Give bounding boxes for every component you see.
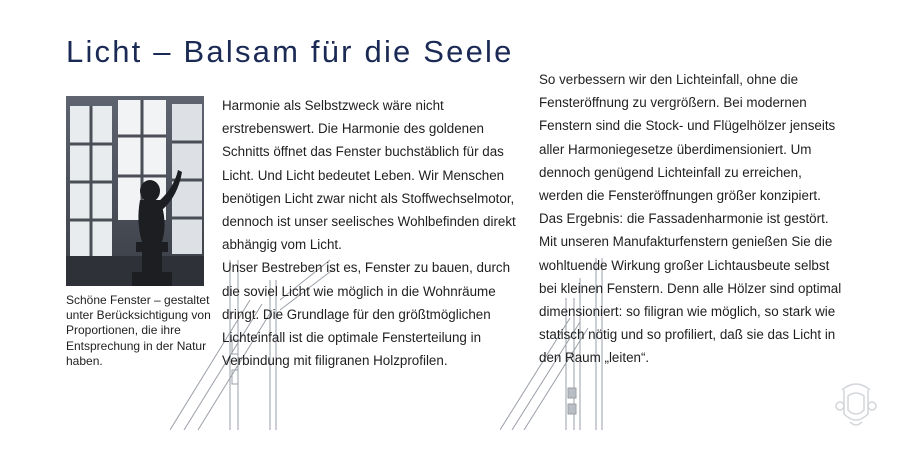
- crest-logo-icon: [832, 376, 880, 428]
- text-column-1: [222, 94, 530, 372]
- page-title: Licht – Balsam für die Seele: [66, 34, 514, 69]
- text-column-2: [539, 68, 845, 370]
- photo-caption: Schöne Fenster – gestaltet unter Berücksichtigung von Proportionen, die ihre Entsprechung in der Natur haben.: [66, 293, 211, 368]
- paragraph: Unser Bestreben ist es, Fenster zu bauen, durch die soviel Licht wie möglich in die Wohnräume dringt. Die Grundlage für den größtmöglichen Lichteinfall ist die optimale Fensterteilung in Verbindung mit filigranen Holzprofilen.: [222, 260, 511, 369]
- paragraph: So verbessern wir den Lichteinfall, ohne die Fensteröffnung zu vergrößern. Bei modernen Fenstern sind die Stock- und Flügelhölzer jenseits aller Harmoniegesetze überdimensioniert. Um dennoch genügend Lichteinfall zu erreichen, werden die Fensteröffnungen größer konzipiert. Das Ergebnis: die Fassadenharmonie ist gestört. Mit unseren Manufakturfenstern genießen Sie die wohltuende Wirkung großer Lichtausbeute selbst bei kleinen Fenstern. Denn alle Hölzer sind optimal dimensioniert: so filigran wie möglich, so stark wie statisch nötig und so profiliert, daß sie das Licht in den Raum „leiten“.: [539, 72, 842, 366]
- paragraph: Harmonie als Selbstzweck wäre nicht erstrebenswert. Die Harmonie des goldenen Schnitts öffnet das Fenster buchstäblich für das Licht. Und Licht bedeutet Leben. Wir Menschen benötigen Licht zwar nicht als Stoffwechselmotor, dennoch ist unser seelisches Wohlbefinden direkt abhängig vom Licht.: [222, 98, 516, 253]
